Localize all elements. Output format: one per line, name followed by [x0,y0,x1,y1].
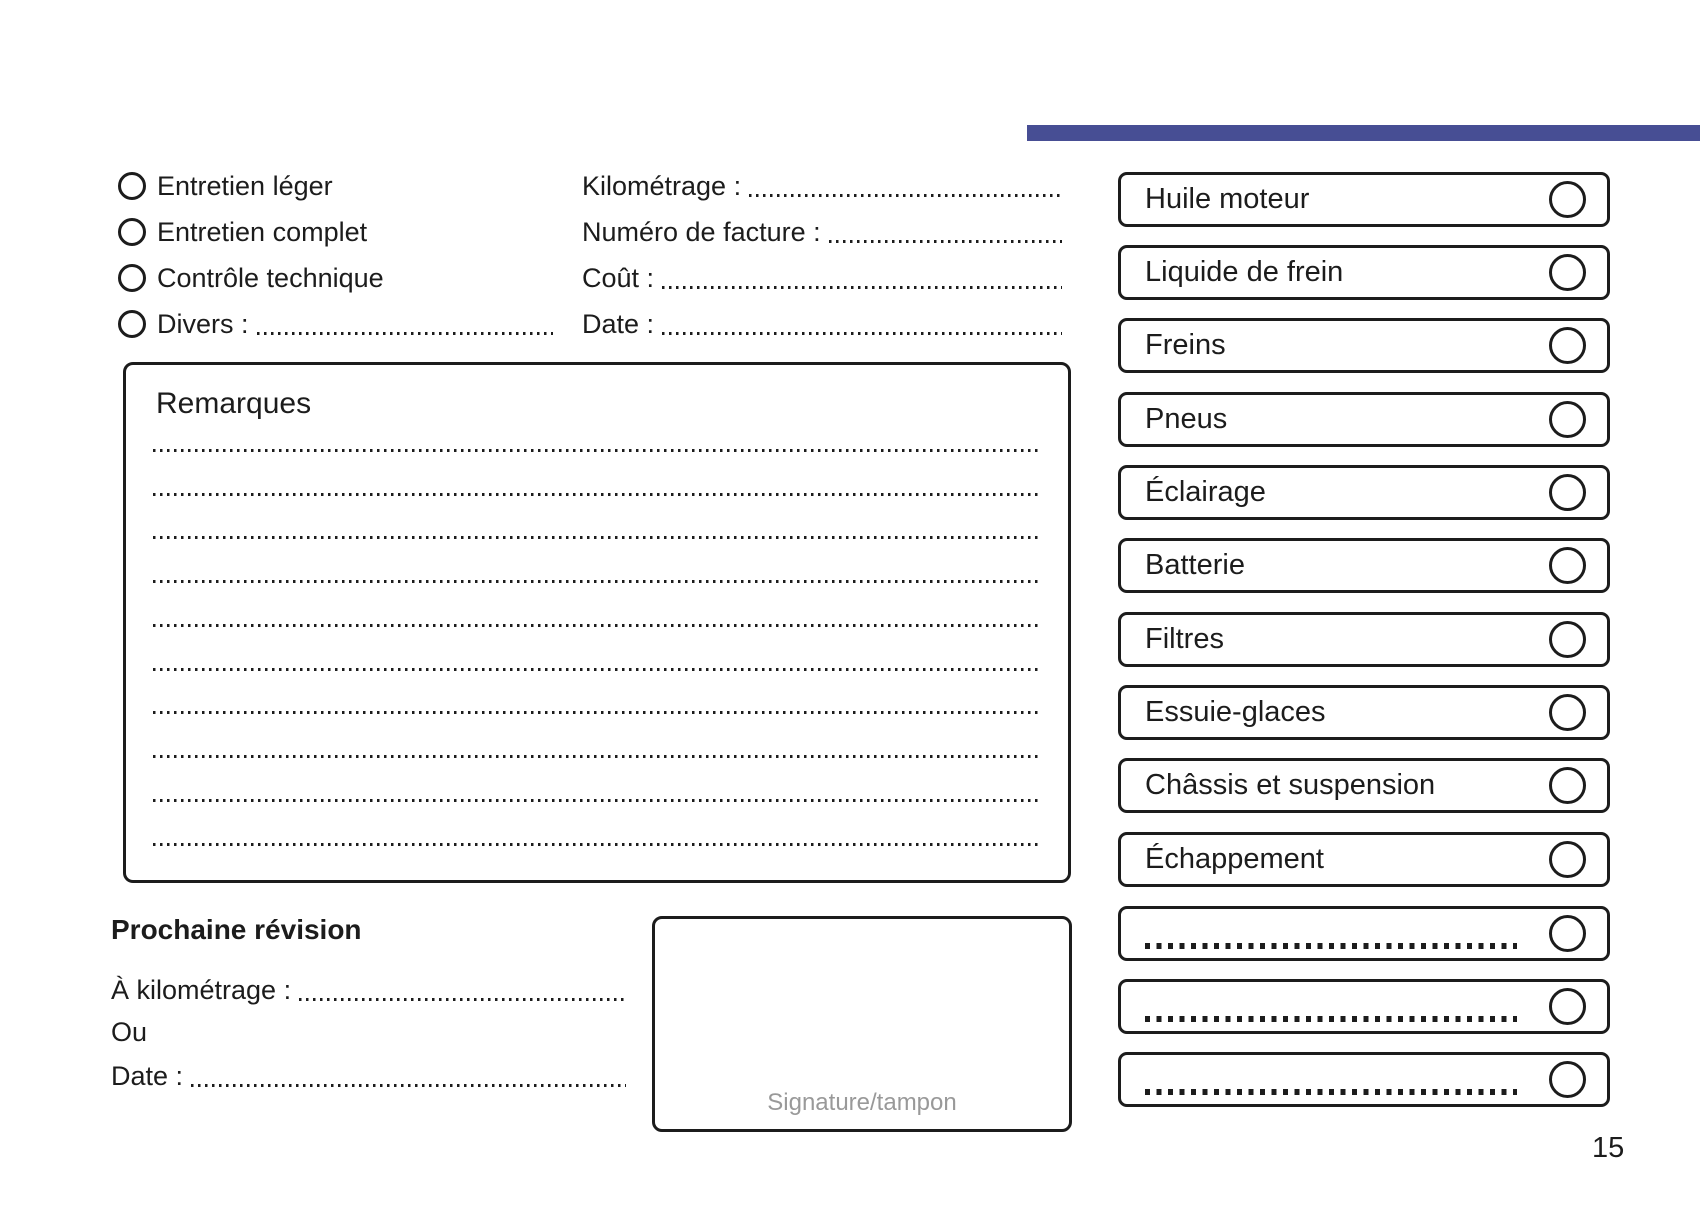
entretien-complet-radio[interactable] [118,218,146,246]
divers-input-line[interactable] [257,332,553,335]
numero-facture-label: Numéro de facture : [582,216,821,247]
service-type-row [118,216,555,248]
checklist-row-liquide-de-frein [1118,245,1610,300]
remarks-line[interactable] [153,843,1042,846]
checklist-row-blank-2 [1118,979,1610,1034]
checklist-label: Pneus [1145,403,1228,435]
divers-radio[interactable] [118,310,146,338]
checklist-row-eclairage [1118,465,1610,520]
field-row [111,1060,628,1092]
remarks-line[interactable] [153,449,1042,452]
next-date-input-line[interactable] [191,1084,626,1087]
liquide-de-frein-checkbox[interactable] [1549,254,1586,291]
date-label: Date : [582,308,655,339]
chassis-et-suspension-checkbox[interactable] [1549,767,1586,804]
numero-facture-input-line[interactable] [829,240,1062,243]
remarks-line[interactable] [153,536,1042,539]
next-km-label: À kilométrage : [111,974,292,1005]
remarks-line[interactable] [153,799,1042,802]
blank-item-input-line[interactable] [1145,1089,1517,1095]
checklist-row-freins [1118,318,1610,373]
checklist-label: Huile moteur [1145,183,1310,215]
checklist-row-blank-1 [1118,906,1610,961]
checklist-label: Liquide de frein [1145,256,1344,288]
freins-checkbox[interactable] [1549,327,1586,364]
next-or-label: Ou [111,1016,148,1047]
checklist-label: Filtres [1145,623,1224,655]
checklist-label: Batterie [1145,549,1245,581]
controle-technique-radio[interactable] [118,264,146,292]
field-row [582,216,1064,248]
service-type-row [118,308,555,340]
blank-item-1-checkbox[interactable] [1549,915,1586,952]
checklist-row-chassis-et-suspension [1118,758,1610,813]
checklist-row-batterie [1118,538,1610,593]
remarks-line[interactable] [153,668,1042,671]
page-number: 15 [1592,1132,1625,1164]
blank-item-input-line[interactable] [1145,1016,1517,1022]
field-row [111,1016,628,1048]
checklist-row-blank-3 [1118,1052,1610,1107]
next-service-title: Prochaine révision [111,914,362,945]
checklist-row-huile-moteur [1118,172,1610,227]
checklist-row-echappement [1118,832,1610,887]
checklist-label: Freins [1145,329,1226,361]
blank-item-2-checkbox[interactable] [1549,988,1586,1025]
echappement-checkbox[interactable] [1549,841,1586,878]
entretien-leger-radio[interactable] [118,172,146,200]
kilometrage-label: Kilométrage : [582,170,742,201]
checklist-label: Châssis et suspension [1145,769,1436,801]
field-row [582,262,1064,294]
checklist-row-essuie-glaces [1118,685,1610,740]
field-row [582,170,1064,202]
signature-area[interactable] [652,916,1072,1132]
filtres-checkbox[interactable] [1549,621,1586,658]
blank-item-input-line[interactable] [1145,943,1517,949]
batterie-checkbox[interactable] [1549,547,1586,584]
remarks-line[interactable] [153,624,1042,627]
field-row [582,308,1064,340]
remarks-box [123,362,1071,883]
next-km-input-line[interactable] [299,998,626,1001]
date-input-line[interactable] [662,332,1062,335]
essuie-glaces-checkbox[interactable] [1549,694,1586,731]
eclairage-checkbox[interactable] [1549,474,1586,511]
checklist-row-filtres [1118,612,1610,667]
checklist-row-pneus [1118,392,1610,447]
service-type-row [118,170,555,202]
controle-technique-label: Contrôle technique [157,262,384,293]
service-type-row [118,262,555,294]
entretien-leger-label: Entretien léger [157,170,333,201]
entretien-complet-label: Entretien complet [157,216,368,247]
pneus-checkbox[interactable] [1549,401,1586,438]
kilometrage-input-line[interactable] [749,194,1062,197]
header-accent-bar [1027,125,1700,141]
checklist-label: Essuie-glaces [1145,696,1326,728]
checklist-label: Échappement [1145,843,1324,875]
cout-input-line[interactable] [662,286,1062,289]
signature-caption: Signature/tampon [767,1089,957,1116]
divers-label: Divers : [157,308,249,339]
huile-moteur-checkbox[interactable] [1549,181,1586,218]
remarks-line[interactable] [153,711,1042,714]
remarks-line[interactable] [153,580,1042,583]
remarks-title: Remarques [156,387,312,420]
cout-label: Coût : [582,262,655,293]
checklist-label: Éclairage [1145,476,1266,508]
remarks-line[interactable] [153,493,1042,496]
remarks-line[interactable] [153,755,1042,758]
next-date-label: Date : [111,1060,184,1091]
blank-item-3-checkbox[interactable] [1549,1061,1586,1098]
field-row [111,974,628,1006]
